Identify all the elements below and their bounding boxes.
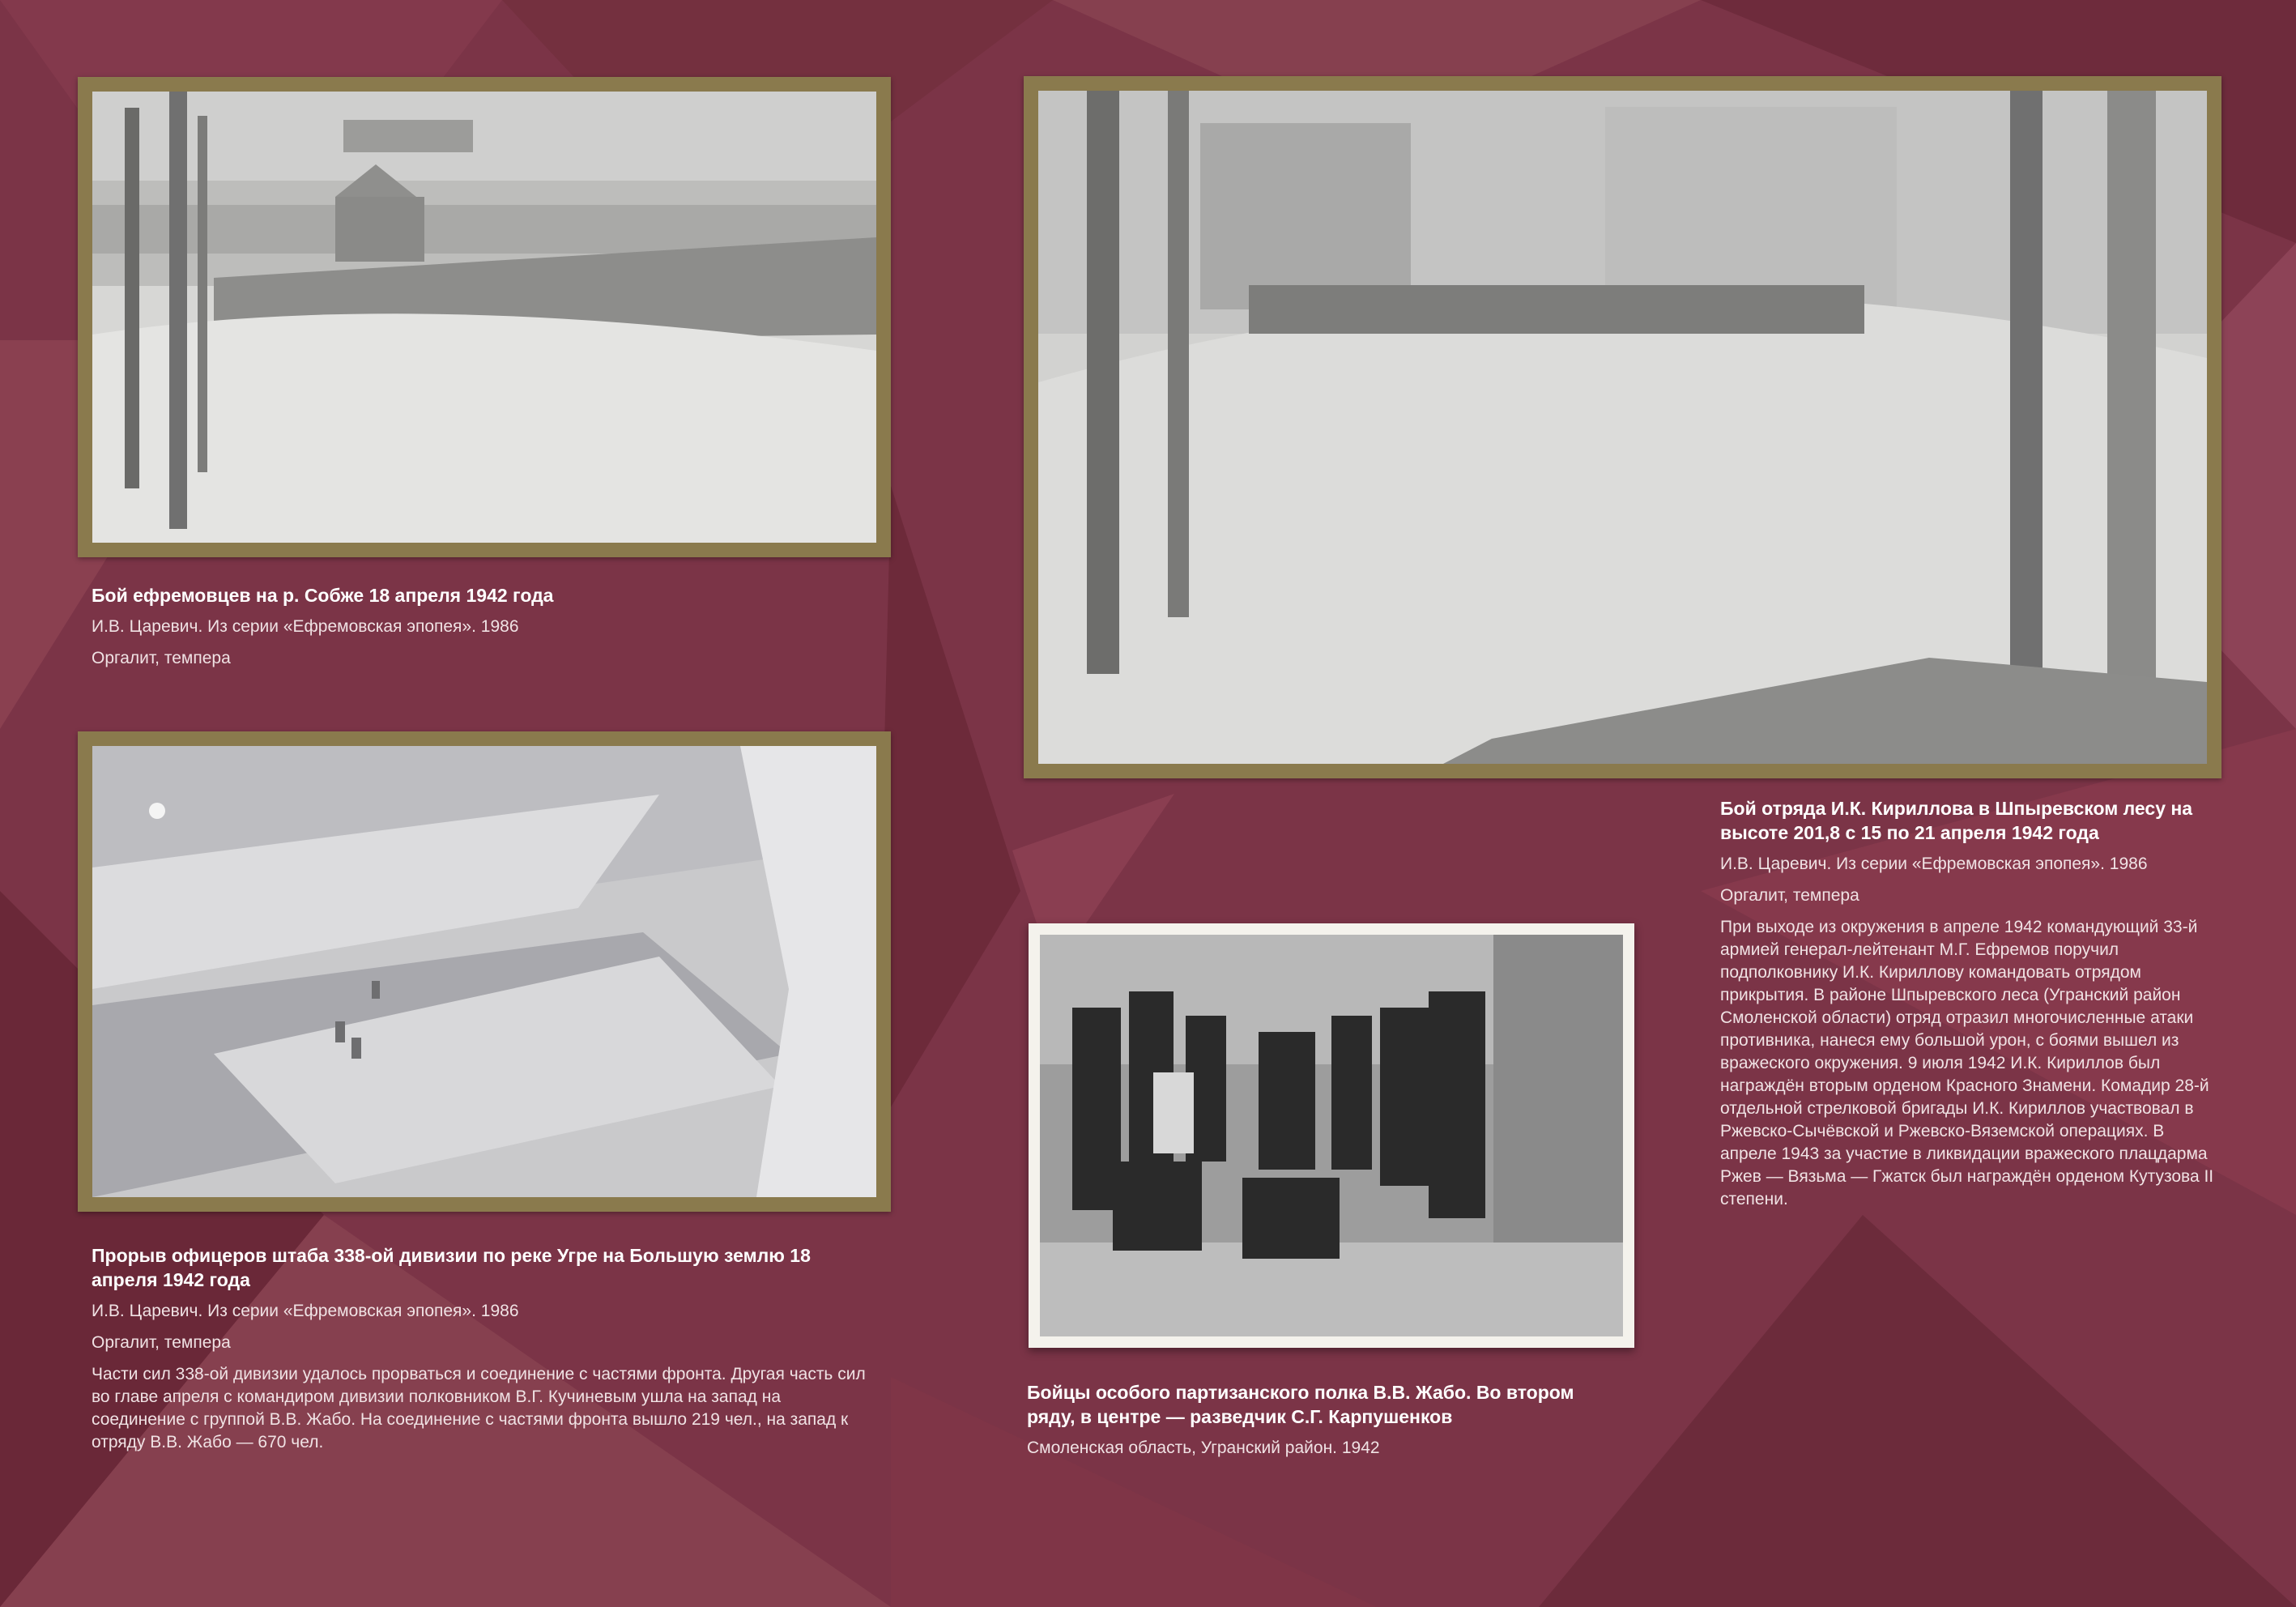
painting-1-title: Бой ефремовцев на р. Собже 18 апреля 1942 года (92, 585, 554, 606)
painting-1-frame (78, 77, 891, 557)
painting-1-caption (92, 583, 893, 679)
painting-3-caption (1720, 796, 2214, 1211)
group-photo (1029, 923, 1634, 1348)
painting-2-title: Прорыв офицеров штаба 338-ой дивизии по реке Угре на Большую землю 18 апреля 1942 года (92, 1245, 811, 1290)
photo-caption (1027, 1380, 1626, 1468)
painting-2-body: Части сил 338-ой дивизии удалось прорваться и соединение с частями фронта. Другая часть сил во главе апреля с командиром дивизии полковником В.Г. Кучиневым ушла на запад на соединение с группой В.В. Жабо. На соединение с частями фронта вышло 219 чел., на запад к отряду В.В. Жабо — 670 чел. (92, 1365, 866, 1451)
painting-3-medium: Оргалит, темпера (1720, 886, 1859, 905)
photo-title: Бойцы особого партизанского полка В.В. Жабо. Во втором ряду, в центре — разведчик С.Г. Карпушенков (1027, 1382, 1574, 1427)
painting-1-author: И.В. Царевич. Из серии «Ефремовская эпопея». 1986 (92, 617, 519, 636)
painting-3-title: Бой отряда И.К. Кириллова в Шпыревском лесу на высоте 201,8 с 15 по 21 апреля 1942 года (1720, 798, 2193, 843)
painting-3-body: При выходе из окружения в апреле 1942 командующий 33-й армией генерал-лейтенант М.Г. Ефремов поручил подполковнику И.К. Кириллову командовать отрядом прикрытия. В районе Шпыревского леса (Угранский район Смоленской области) отряд отразил многочисленные атаки противника, нанеся ему большой урон, с боями вышел из вражеского окружения. 9 июля 1942 И.К. Кириллов был награждён вторым орденом Красного Знамени. Комадир 28-й отдельной стрелковой бригады И.К. Кириллов участвовал в Ржевско-Сычёвской и Ржевско-Вяземской операциях. В апреле 1943 за участие в ликвидации вражеского плацдарма Ржев — Вязьма — Гжатск был награждён орденом Кутузова II степени. (1720, 918, 2214, 1208)
painting-3-image (1038, 91, 2207, 764)
painting-2-caption (92, 1243, 869, 1454)
painting-3-author: И.В. Царевич. Из серии «Ефремовская эпопея». 1986 (1720, 855, 2148, 873)
photo-location: Смоленская область, Угранский район. 1942 (1027, 1439, 1380, 1457)
painting-1-image (92, 92, 876, 543)
painting-1-medium: Оргалит, темпера (92, 649, 231, 667)
painting-2-author: И.В. Царевич. Из серии «Ефремовская эпопея». 1986 (92, 1302, 519, 1320)
painting-3-frame (1024, 76, 2221, 778)
painting-2-frame (78, 731, 891, 1212)
group-photo-image (1040, 935, 1623, 1336)
painting-2-image (92, 746, 876, 1197)
painting-2-medium: Оргалит, темпера (92, 1333, 231, 1352)
